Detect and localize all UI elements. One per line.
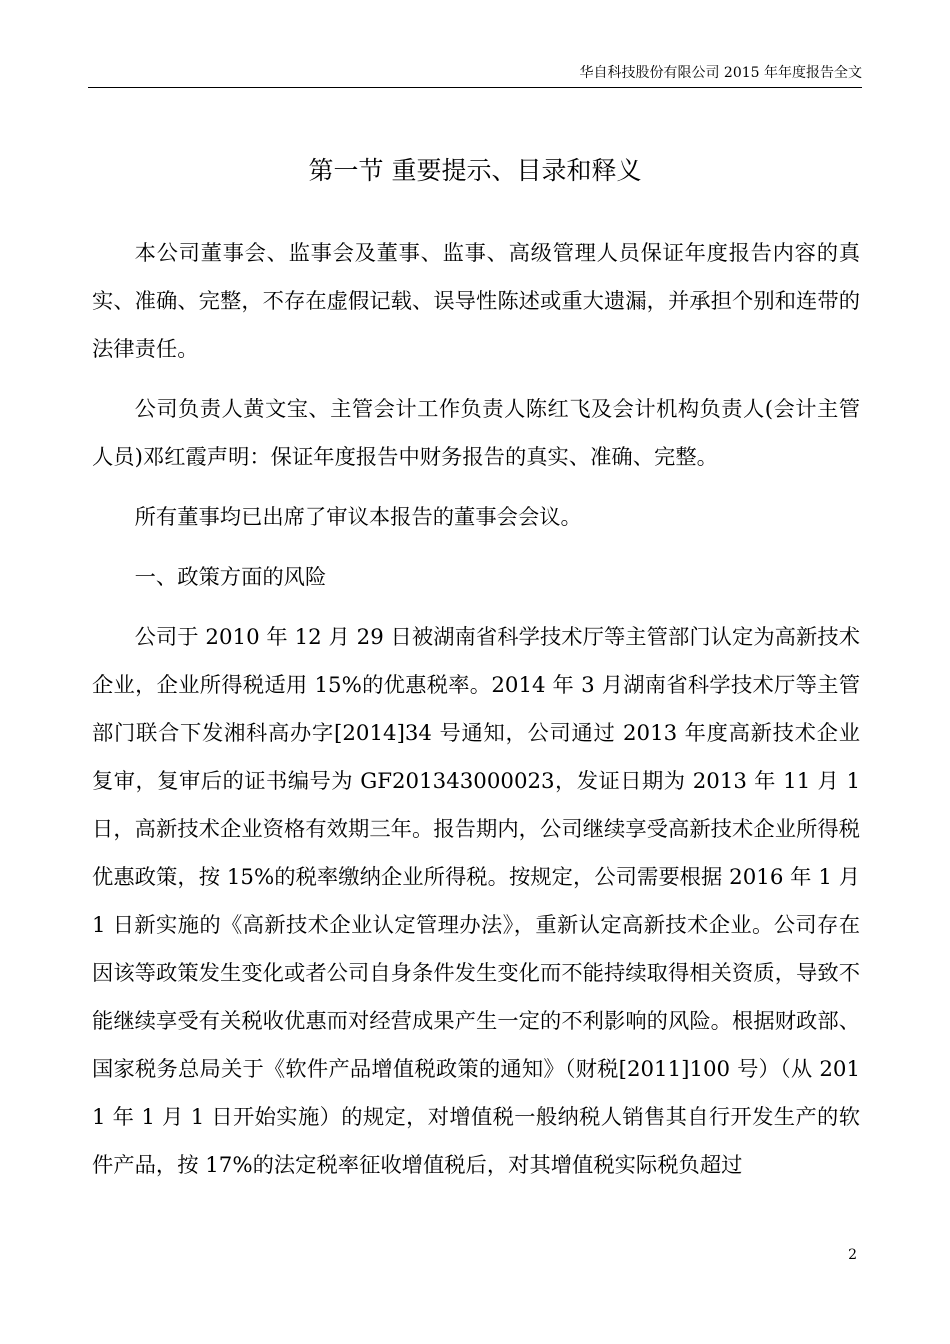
- section-title: 第一节 重要提示、目录和释义: [308, 156, 642, 185]
- paragraph-responsible-persons: 公司负责人黄文宝、主管会计工作负责人陈红飞及会计机构负责人(会计主管人员)邓红霞声明：保证年度报告中财务报告的真实、准确、完整。: [92, 397, 860, 470]
- subheading-policy-risk: 一、政策方面的风险: [134, 565, 327, 590]
- paragraph-attendance: 所有董事均已出席了审议本报告的董事会会议。: [134, 505, 582, 530]
- paragraph-board-guarantee: 本公司董事会、监事会及董事、监事、高级管理人员保证年度报告内容的真实、准确、完整，不存在虚假记载、误导性陈述或重大遗漏，并承担个别和连带的法律责任。: [92, 241, 860, 362]
- header-divider: [88, 87, 862, 88]
- document-body: [92, 230, 860, 1190]
- paragraph-tax-policy: 公司于 2010 年 12 月 29 日被湖南省科学技术厅等主管部门认定为高新技术企业，企业所得税适用 15%的优惠税率。2014 年 3 月湖南省科学技术厅等主管部门联合下发湘科高办字[2014]34 号通知，公司通过 2013 年度高新技术企业复审，复审后的证书编号为 GF201343000023，发证日期为 2013 年 11 月 1 日，高新技术企业资格有效期三年。报告期内，公司继续享受高新技术企业所得税优惠政策，按 15%的税率缴纳企业所得税。按规定，公司需要根据 2016 年 1 月 1 日新实施的《高新技术企业认定管理办法》，重新认定高新技术企业。公司存在因该等政策发生变化或者公司自身条件发生变化而不能持续取得相关资质，导致不能继续享受有关税收优惠而对经营成果产生一定的不利影响的风险。根据财政部、国家税务总局关于《软件产品增值税政策的通知》（财税[2011]100 号）（从 2011 年 1 月 1 日开始实施）的规定，对增值税一般纳税人销售其自行开发生产的软件产品，按 17%的法定税率征收增值税后，对其增值税实际税负超过: [92, 625, 860, 1178]
- page-number: 2: [848, 1247, 857, 1263]
- running-header: 华自科技股份有限公司 2015 年年度报告全文: [579, 65, 862, 81]
